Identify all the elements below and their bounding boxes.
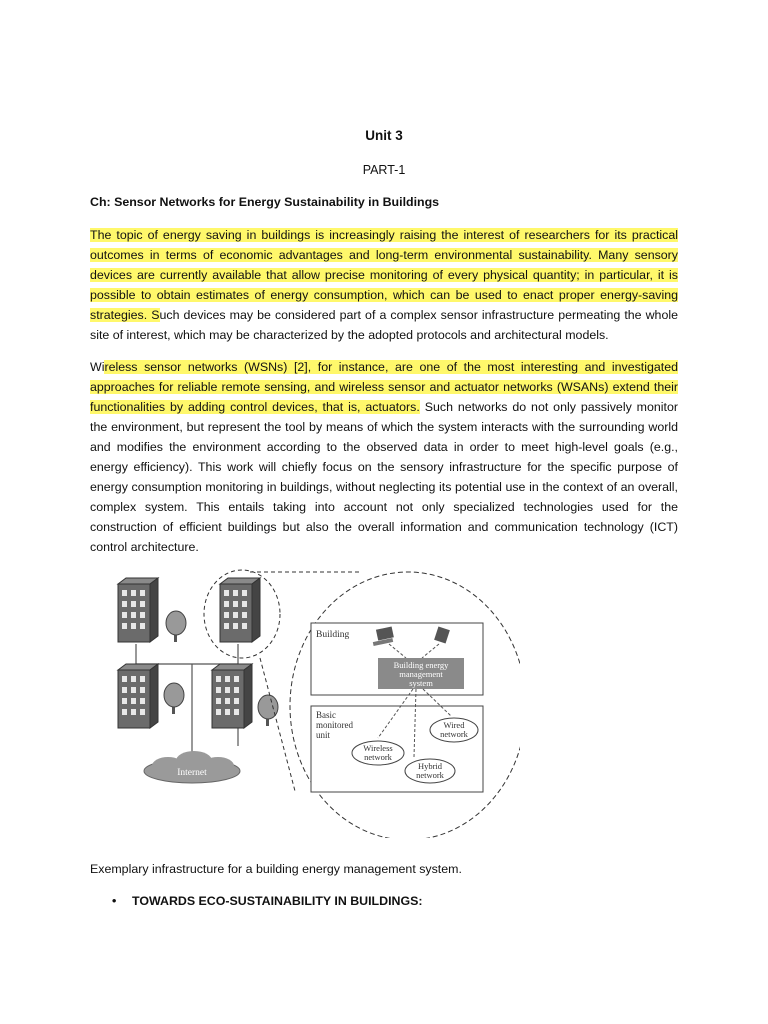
bems-infrastructure-figure xyxy=(110,566,520,838)
tree-icon xyxy=(164,683,184,714)
internet-cloud-icon xyxy=(144,751,240,783)
hybrid-label-2: network xyxy=(416,770,444,780)
hybrid-network-cloud-icon xyxy=(405,759,455,783)
bems-label-1: Building energy xyxy=(393,660,449,670)
chapter-heading: Ch: Sensor Networks for Energy Sustainability in Buildings xyxy=(90,195,440,209)
bullet-icon: • xyxy=(112,894,117,908)
building-icon xyxy=(220,578,260,642)
hybrid-label-1: Hybrid xyxy=(417,761,443,771)
paragraph-energy-saving xyxy=(90,225,678,345)
highlighted-text: The topic of energy saving in buildings is increasingly raising the interest of researchers for its practical outcomes in terms of economic advantages and long-term environmental sustainability. Many sensory devices are currently available that allow precise monitoring of every physical quantity; in particular, it is possible to obtain estimates of energy consumption, which can be used to enact proper energy-saving strategies. S xyxy=(90,228,678,322)
wired-network-cloud-icon xyxy=(430,718,478,742)
building-icon xyxy=(118,664,158,728)
bullet-heading xyxy=(112,894,423,908)
body-text-lead: Wi xyxy=(90,360,105,374)
wireless-network-cloud-icon xyxy=(352,741,404,765)
bems-label-2: management xyxy=(399,669,443,679)
internet-label: Internet xyxy=(177,768,207,778)
figure-caption: Exemplary infrastructure for a building energy management system. xyxy=(90,862,462,876)
building-icon xyxy=(212,664,252,728)
wireless-label-2: network xyxy=(364,752,392,762)
unit-title: Unit 3 xyxy=(365,128,403,143)
tree-icon xyxy=(258,695,278,726)
tree-icon xyxy=(166,611,186,642)
body-text: uch devices may be considered part of a complex sensor infrastructure permeating the whole site of interest, which may be characterized by the adopted protocols and architectural models. xyxy=(90,308,678,342)
unit-label-2: monitored xyxy=(316,720,353,730)
body-text: Such networks do not only passively monitor the environment, but represent the tool by means of which the system interacts with the surrounding world and modifies the environment according to the observed data in order to meet high-level goals (e.g., energy efficiency). This work will chiefly focus on the sensory infrastructure for the specific purpose of energy consumption monitoring in buildings, without neglecting its potential use in the context of an overall, complex system. This entails taking into account not only specialized technologies used for the construction of efficient buildings but also the overall information and communication technology (ICT) control architecture. xyxy=(90,400,678,554)
part-label: PART-1 xyxy=(362,163,406,177)
building-icon xyxy=(118,578,158,642)
wired-label-1: Wired xyxy=(443,720,465,730)
building-label: Building xyxy=(316,630,350,640)
paragraph-wsn xyxy=(90,357,678,557)
highlighted-text: reless sensor networks (WSNs) [2], for instance, are one of the most interesting and investigated approaches for reliable remote sensing, and wireless sensor and actuator networks (WSANs) extend their functionalities by adding control devices, that is, actuators. xyxy=(90,360,678,414)
wired-label-2: network xyxy=(440,729,468,739)
bems-label-3: system xyxy=(409,678,433,688)
unit-label-3: unit xyxy=(316,730,331,740)
unit-label-1: Basic xyxy=(316,710,336,720)
bullet-text: TOWARDS ECO-SUSTAINABILITY IN BUILDINGS: xyxy=(132,894,423,908)
wireless-label-1: Wireless xyxy=(363,743,393,753)
